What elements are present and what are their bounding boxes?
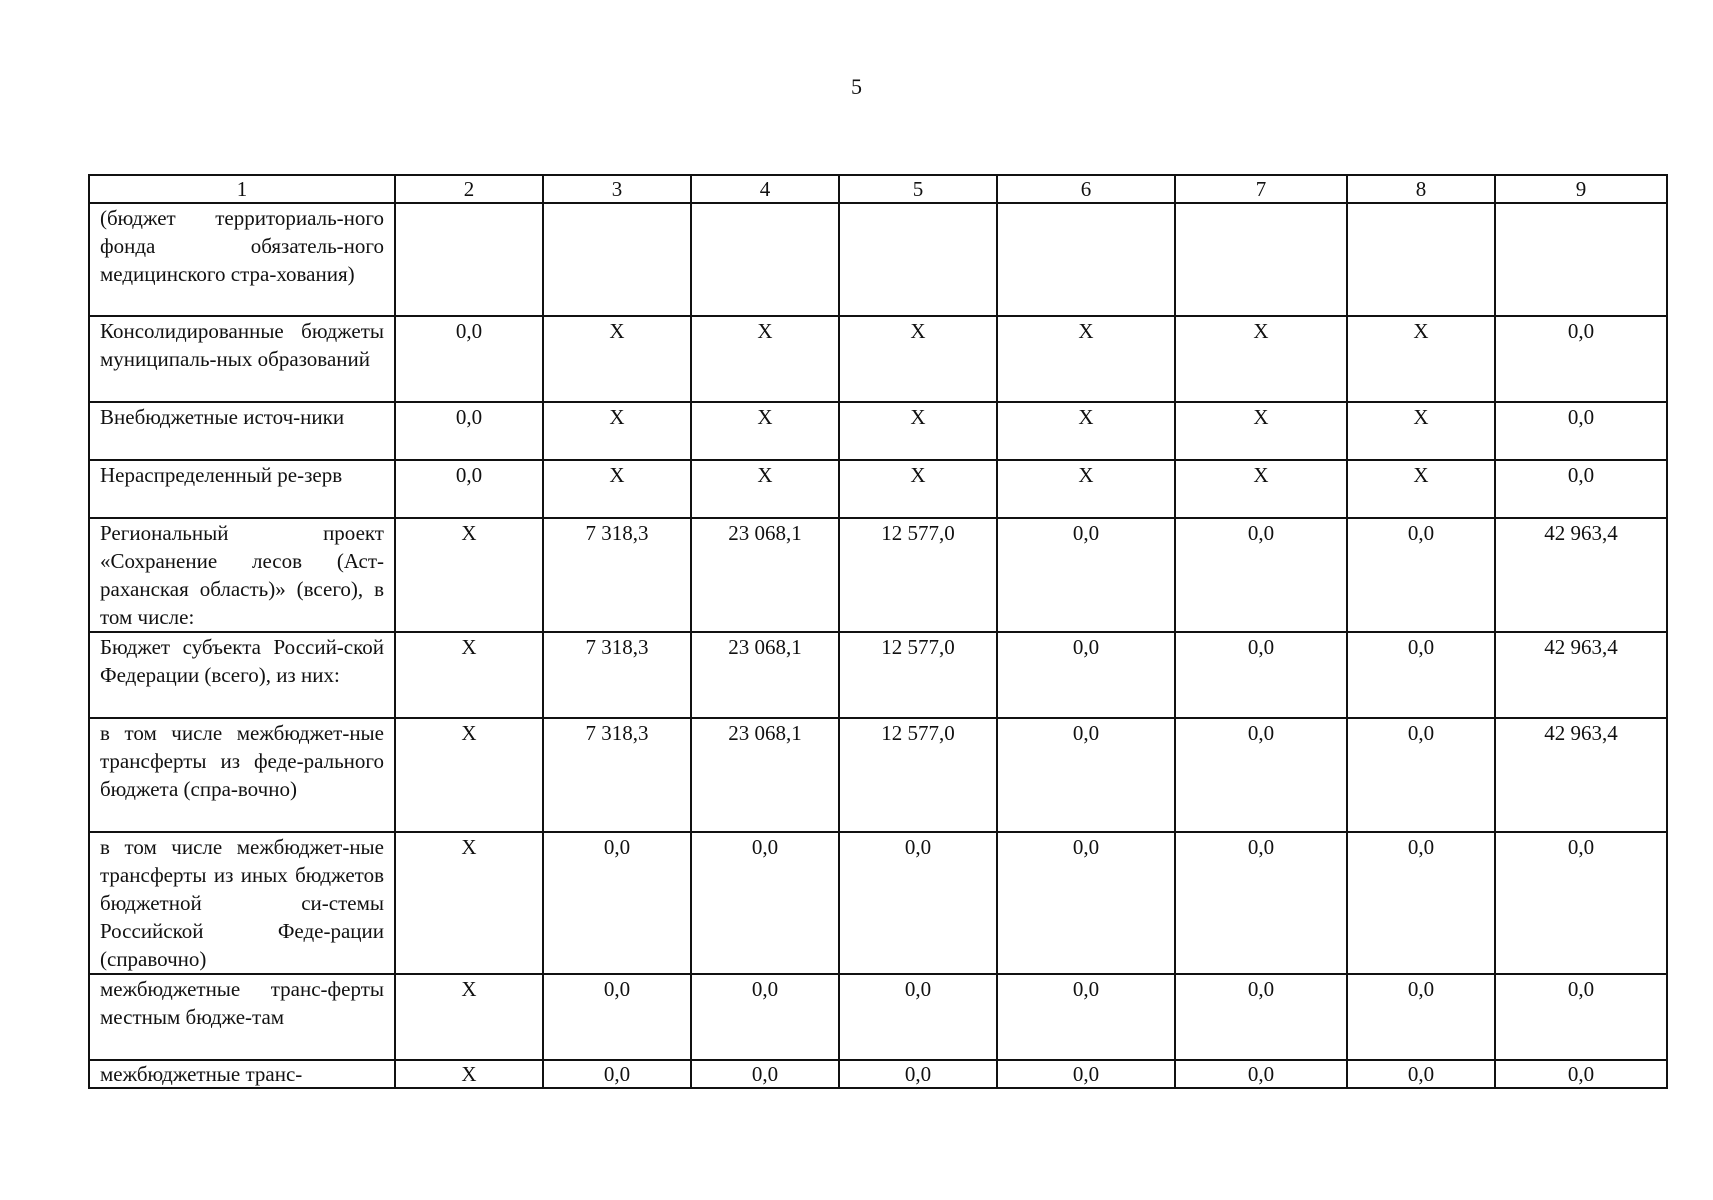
table-cell: 0,0 [691, 1060, 839, 1088]
table-cell: 0,0 [1347, 974, 1495, 1060]
table-cell: X [395, 632, 543, 718]
table-cell: X [1175, 316, 1347, 402]
table-cell: X [691, 402, 839, 460]
table-cell [1495, 203, 1667, 316]
table-cell: 0,0 [1495, 316, 1667, 402]
table-cell: 0,0 [1495, 1060, 1667, 1088]
column-header-9: 9 [1495, 175, 1667, 203]
table-cell: X [395, 518, 543, 632]
column-header-3: 3 [543, 175, 691, 203]
table-cell: 0,0 [1347, 832, 1495, 974]
table-row [89, 402, 1667, 460]
table-cell: 0,0 [839, 832, 997, 974]
table-cell: 0,0 [395, 316, 543, 402]
table-row [89, 316, 1667, 402]
table-header [89, 175, 1667, 203]
table-cell [839, 203, 997, 316]
table-cell: 0,0 [1347, 718, 1495, 832]
table-cell: 12 577,0 [839, 718, 997, 832]
table-cell: 23 068,1 [691, 718, 839, 832]
table-cell: 23 068,1 [691, 632, 839, 718]
table-row [89, 974, 1667, 1060]
table-cell: X [1347, 402, 1495, 460]
table-cell: 0,0 [691, 832, 839, 974]
row-label: Нераспределенный ре-зерв [89, 460, 395, 518]
row-label: Внебюджетные источ-ники [89, 402, 395, 460]
table-cell: 0,0 [839, 1060, 997, 1088]
table-cell: X [691, 316, 839, 402]
table-cell: 0,0 [1495, 832, 1667, 974]
table-cell: 0,0 [1175, 974, 1347, 1060]
row-label: (бюджет территориаль-ного фонда обязатель-ного медицинского стра-хования) [89, 203, 395, 316]
table-cell: 0,0 [997, 518, 1175, 632]
table-cell: 0,0 [543, 1060, 691, 1088]
table-cell: 0,0 [997, 832, 1175, 974]
table-cell: X [997, 402, 1175, 460]
table-cell: 0,0 [997, 632, 1175, 718]
budget-table [88, 174, 1668, 1089]
table-cell: 0,0 [1495, 974, 1667, 1060]
row-label: Консолидированные бюджеты муниципаль-ных образований [89, 316, 395, 402]
row-label: Бюджет субъекта Россий-ской Федерации (всего), из них: [89, 632, 395, 718]
table-cell: X [691, 460, 839, 518]
table-cell: 0,0 [1175, 518, 1347, 632]
table-cell [691, 203, 839, 316]
table-cell: X [839, 316, 997, 402]
column-header-5: 5 [839, 175, 997, 203]
table-cell: 23 068,1 [691, 518, 839, 632]
table-cell: 7 318,3 [543, 632, 691, 718]
table-cell: X [543, 316, 691, 402]
table-row [89, 632, 1667, 718]
table-cell: X [839, 402, 997, 460]
table-cell: X [543, 402, 691, 460]
table-cell: 0,0 [543, 974, 691, 1060]
table-cell: 0,0 [395, 460, 543, 518]
table-cell: X [395, 1060, 543, 1088]
table-row [89, 832, 1667, 974]
table-cell: 42 963,4 [1495, 632, 1667, 718]
table-cell [543, 203, 691, 316]
table-cell: 0,0 [1495, 460, 1667, 518]
column-header-1: 1 [89, 175, 395, 203]
table-cell: X [839, 460, 997, 518]
column-header-7: 7 [1175, 175, 1347, 203]
table-cell: 0,0 [1347, 632, 1495, 718]
table-cell: 0,0 [839, 974, 997, 1060]
column-header-6: 6 [997, 175, 1175, 203]
table-cell: 7 318,3 [543, 718, 691, 832]
table-cell: 0,0 [1175, 632, 1347, 718]
table-cell: 0,0 [395, 402, 543, 460]
table-cell: 0,0 [1175, 718, 1347, 832]
table-cell: 0,0 [997, 1060, 1175, 1088]
column-header-4: 4 [691, 175, 839, 203]
table-cell: 0,0 [1347, 1060, 1495, 1088]
row-label: Региональный проект «Сохранение лесов (Аст-раханская область)» (всего), в том числе: [89, 518, 395, 632]
table-cell [1347, 203, 1495, 316]
table-cell: 0,0 [1175, 1060, 1347, 1088]
table-cell: 12 577,0 [839, 518, 997, 632]
table-cell: 0,0 [1495, 402, 1667, 460]
table-cell: 0,0 [691, 974, 839, 1060]
column-header-8: 8 [1347, 175, 1495, 203]
table-cell [997, 203, 1175, 316]
row-label: в том числе межбюджет-ные трансферты из иных бюджетов бюджетной си-стемы Российской Феде-рации (справочно) [89, 832, 395, 974]
column-header-2: 2 [395, 175, 543, 203]
table-row [89, 1060, 1667, 1088]
table-cell: X [543, 460, 691, 518]
table-cell: X [1175, 402, 1347, 460]
table-cell: 0,0 [1347, 518, 1495, 632]
table-cell: X [997, 316, 1175, 402]
table-cell: X [1175, 460, 1347, 518]
table-cell: X [395, 832, 543, 974]
table-cell [395, 203, 543, 316]
header-row [89, 175, 1667, 203]
table-cell: 42 963,4 [1495, 718, 1667, 832]
table-cell: X [1347, 460, 1495, 518]
table-row [89, 203, 1667, 316]
table-cell: X [395, 718, 543, 832]
table-cell: 0,0 [997, 974, 1175, 1060]
row-label: в том числе межбюджет-ные трансферты из феде-рального бюджета (спра-вочно) [89, 718, 395, 832]
table-cell: 42 963,4 [1495, 518, 1667, 632]
table-cell: 12 577,0 [839, 632, 997, 718]
row-label: межбюджетные транс- [89, 1060, 395, 1088]
table-row [89, 518, 1667, 632]
page-number: 5 [851, 74, 862, 99]
table-cell: X [997, 460, 1175, 518]
row-label: межбюджетные транс-ферты местным бюдже-там [89, 974, 395, 1060]
table-body [89, 203, 1667, 1088]
table-row [89, 718, 1667, 832]
table-cell: X [395, 974, 543, 1060]
table-cell: 7 318,3 [543, 518, 691, 632]
table-cell: 0,0 [1175, 832, 1347, 974]
table-cell: 0,0 [997, 718, 1175, 832]
table-cell: 0,0 [543, 832, 691, 974]
table-cell: X [1347, 316, 1495, 402]
table-cell [1175, 203, 1347, 316]
table-row [89, 460, 1667, 518]
